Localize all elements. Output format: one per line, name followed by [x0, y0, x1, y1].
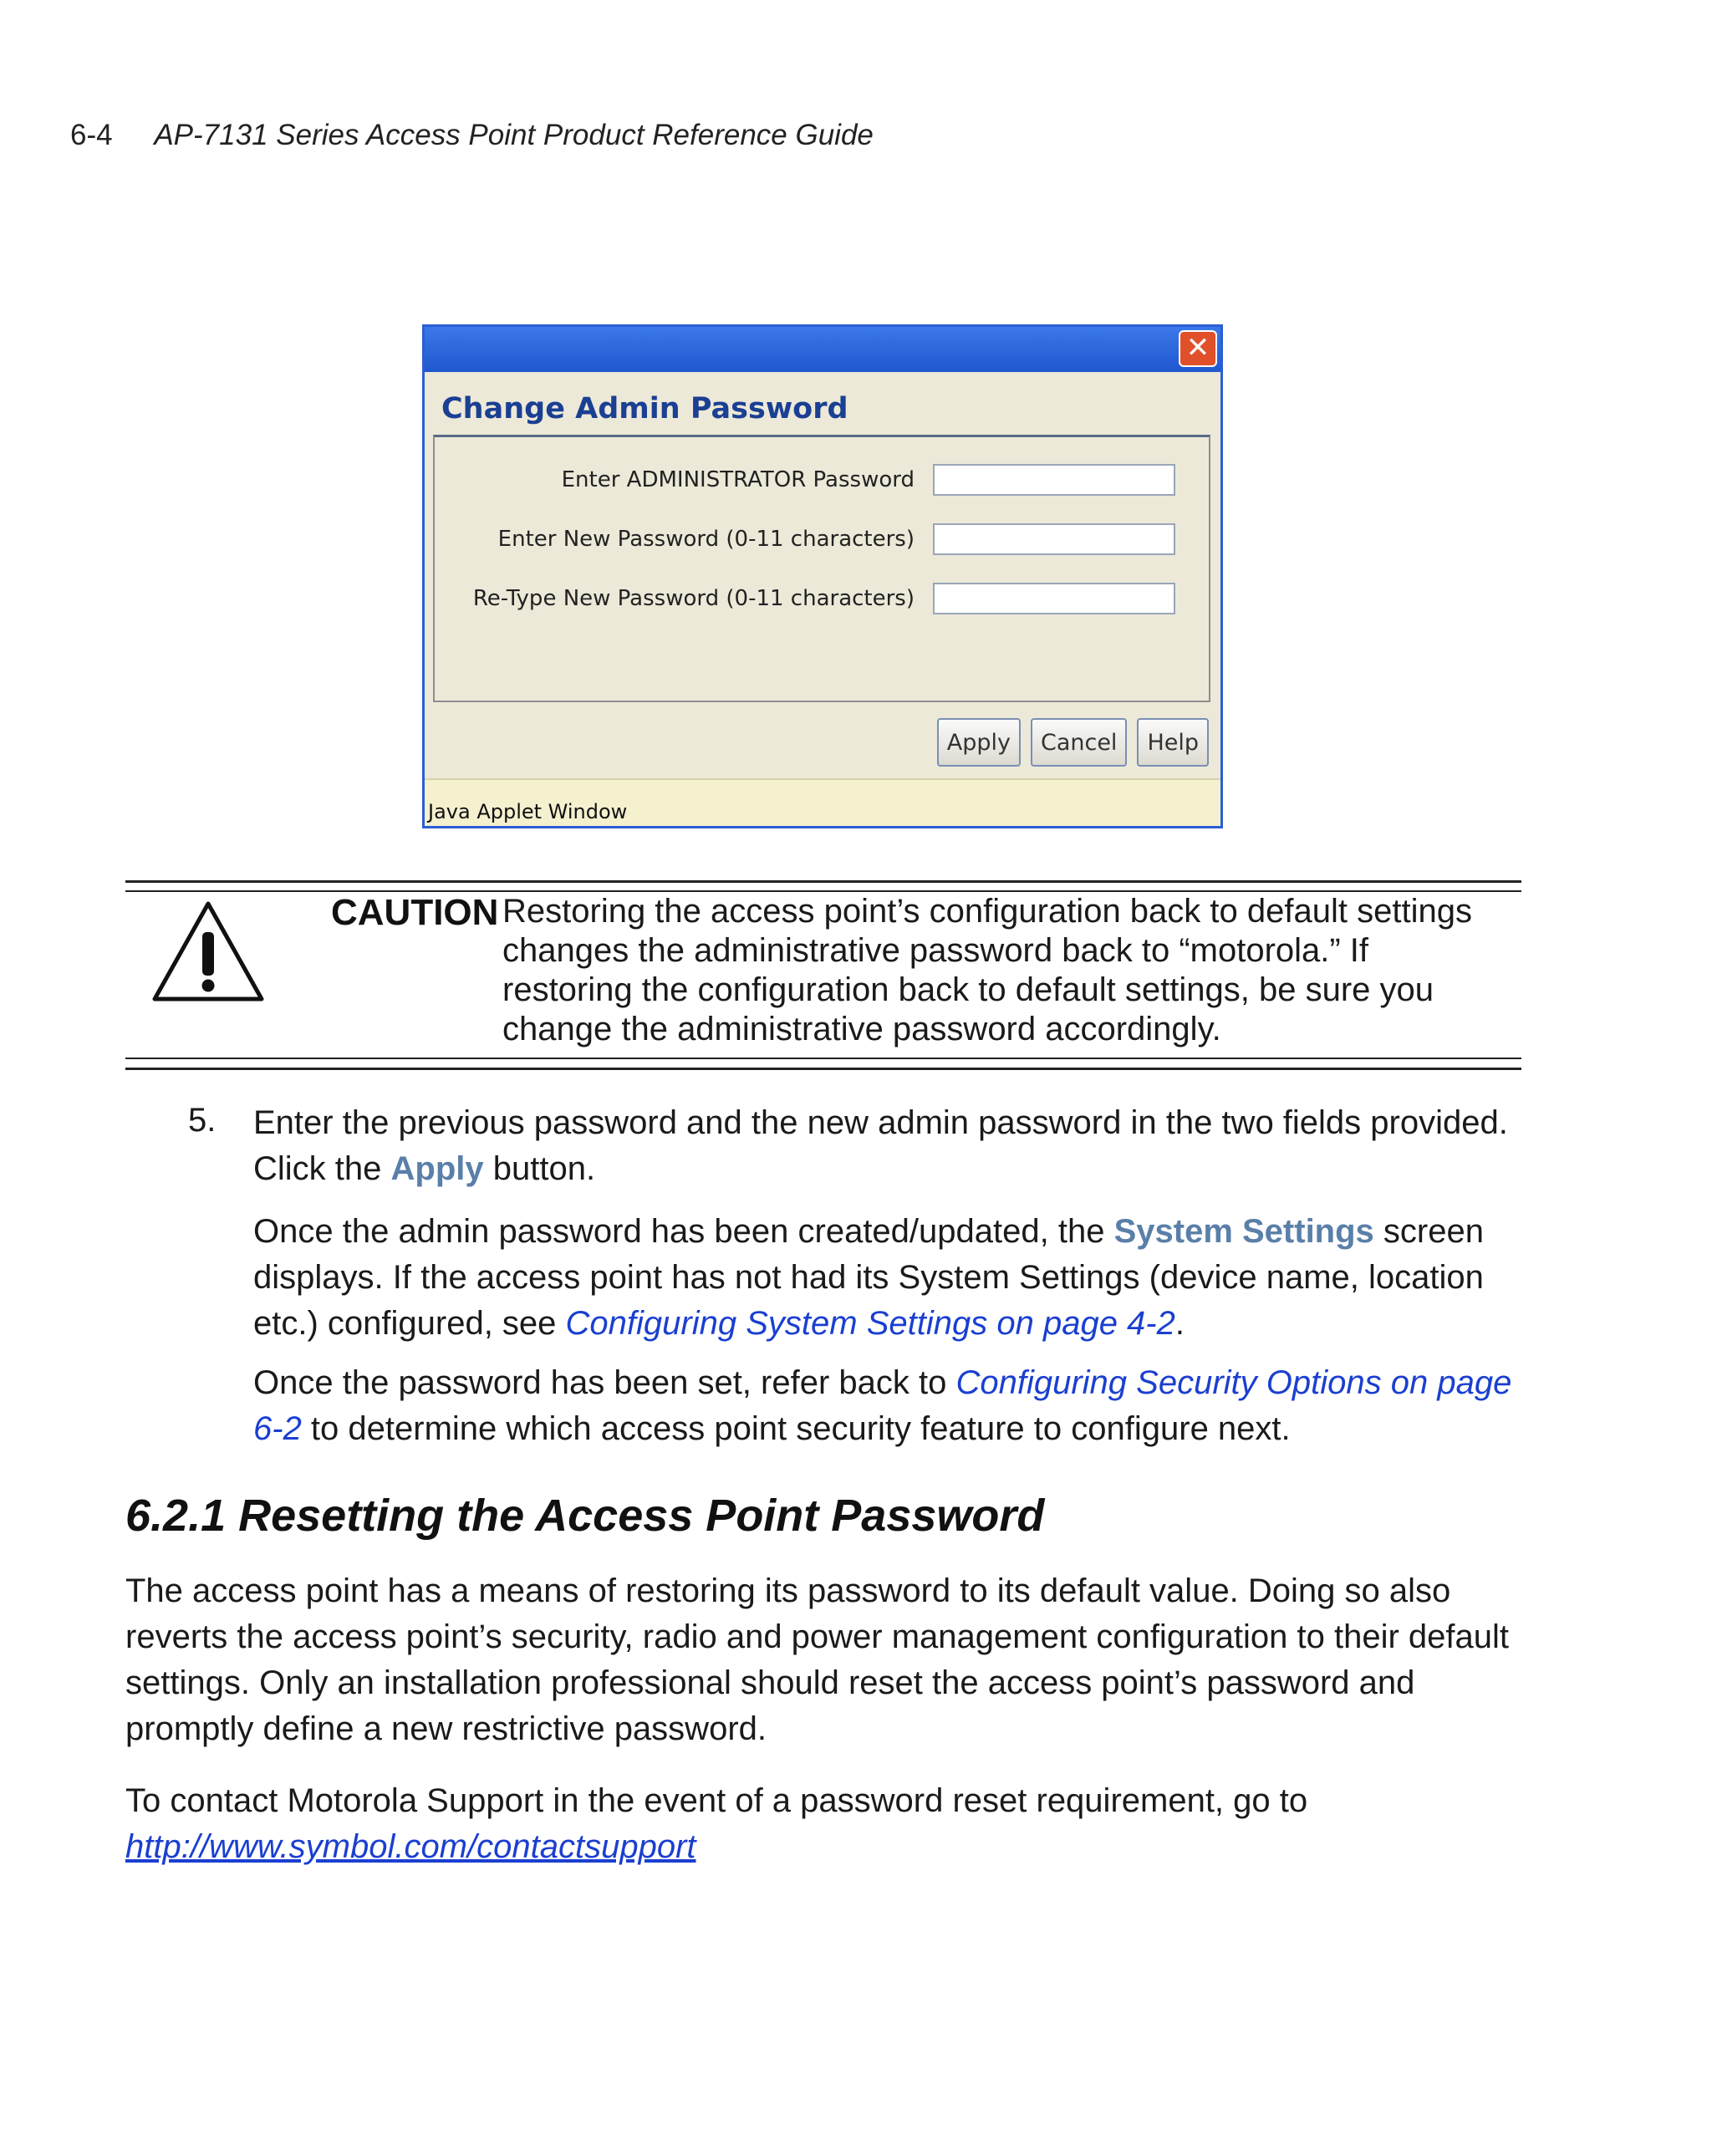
dialog-button-bar [937, 718, 1209, 767]
configuring-system-settings-link[interactable]: Configuring System Settings on page 4-2 [565, 1305, 1175, 1342]
page-header [70, 119, 874, 152]
step-number: 5. [188, 1102, 217, 1139]
text: . [1174, 1305, 1185, 1342]
new-password-input[interactable] [933, 523, 1175, 555]
paragraph [253, 1209, 1520, 1347]
retype-password-input[interactable] [933, 583, 1175, 614]
help-button[interactable]: Help [1137, 718, 1209, 767]
text: Enter the previous password and the new admin password in the two fields provided. Click the [253, 1104, 1508, 1187]
section-heading: 6.2.1 Resetting the Access Point Password [125, 1491, 1045, 1541]
retype-password-label: Re-Type New Password (0-11 characters) [472, 586, 915, 611]
admin-password-input[interactable] [933, 464, 1175, 496]
applet-status-text: Java Applet Window [428, 800, 628, 823]
text: Once the password has been set, refer back to [253, 1364, 956, 1401]
text: screen displays. If the access point has not had its System Settings (device name, location etc.) configured, see [253, 1213, 1484, 1342]
text: to determine which access point security feature to configure next. [301, 1410, 1291, 1447]
configuring-security-options-link[interactable]: Configuring Security Options on page 6-2 [253, 1364, 1512, 1447]
paragraph [253, 1360, 1520, 1452]
warning-triangle-icon [150, 899, 266, 1004]
apply-reference: Apply [390, 1150, 484, 1187]
divider [125, 1068, 1521, 1070]
dialog-titlebar [425, 327, 1220, 372]
applet-status-bar [425, 778, 1220, 826]
admin-password-row [562, 464, 1175, 496]
new-password-row [498, 523, 1175, 555]
text: Once the admin password has been created/updated, the [253, 1213, 1114, 1250]
step-instruction [253, 1100, 1520, 1192]
caution-box [125, 880, 1521, 1070]
contact-support-link[interactable]: http://www.symbol.com/contactsupport [125, 1828, 696, 1865]
divider [125, 880, 1521, 883]
retype-password-row [473, 583, 1175, 614]
page-number: 6-4 [70, 119, 113, 151]
password-panel [433, 435, 1210, 702]
section-paragraph: The access point has a means of restoring its password to its default value. Doing so also reverts the access point’s security, radio and power management configuration to their default settings. Only an installation professional should reset the access point’s password and promptly define a new restrictive password. [125, 1572, 1509, 1747]
cancel-button[interactable]: Cancel [1031, 718, 1127, 767]
caution-label: CAUTION [331, 892, 499, 933]
close-icon[interactable]: ✕ [1179, 330, 1217, 367]
new-password-label: Enter New Password (0-11 characters) [497, 527, 915, 552]
caution-text: Restoring the access point’s configuration back to default settings changes the administrative password back to “motorola.” If restoring the configuration back to default settings, be sure you change the administrative password accordingly. [502, 893, 1472, 1047]
dialog-heading: Change Admin Password [441, 392, 848, 426]
support-paragraph [125, 1778, 1521, 1870]
support-text: To contact Motorola Support in the event of a password reset requirement, go to [125, 1782, 1308, 1819]
document-title: AP-7131 Series Access Point Product Reference Guide [154, 119, 874, 151]
change-admin-password-dialog [422, 324, 1223, 828]
system-settings-reference: System Settings [1113, 1213, 1374, 1250]
apply-button[interactable]: Apply [937, 718, 1021, 767]
divider [125, 1058, 1521, 1059]
admin-password-label: Enter ADMINISTRATOR Password [561, 467, 915, 492]
text: button. [483, 1150, 596, 1187]
